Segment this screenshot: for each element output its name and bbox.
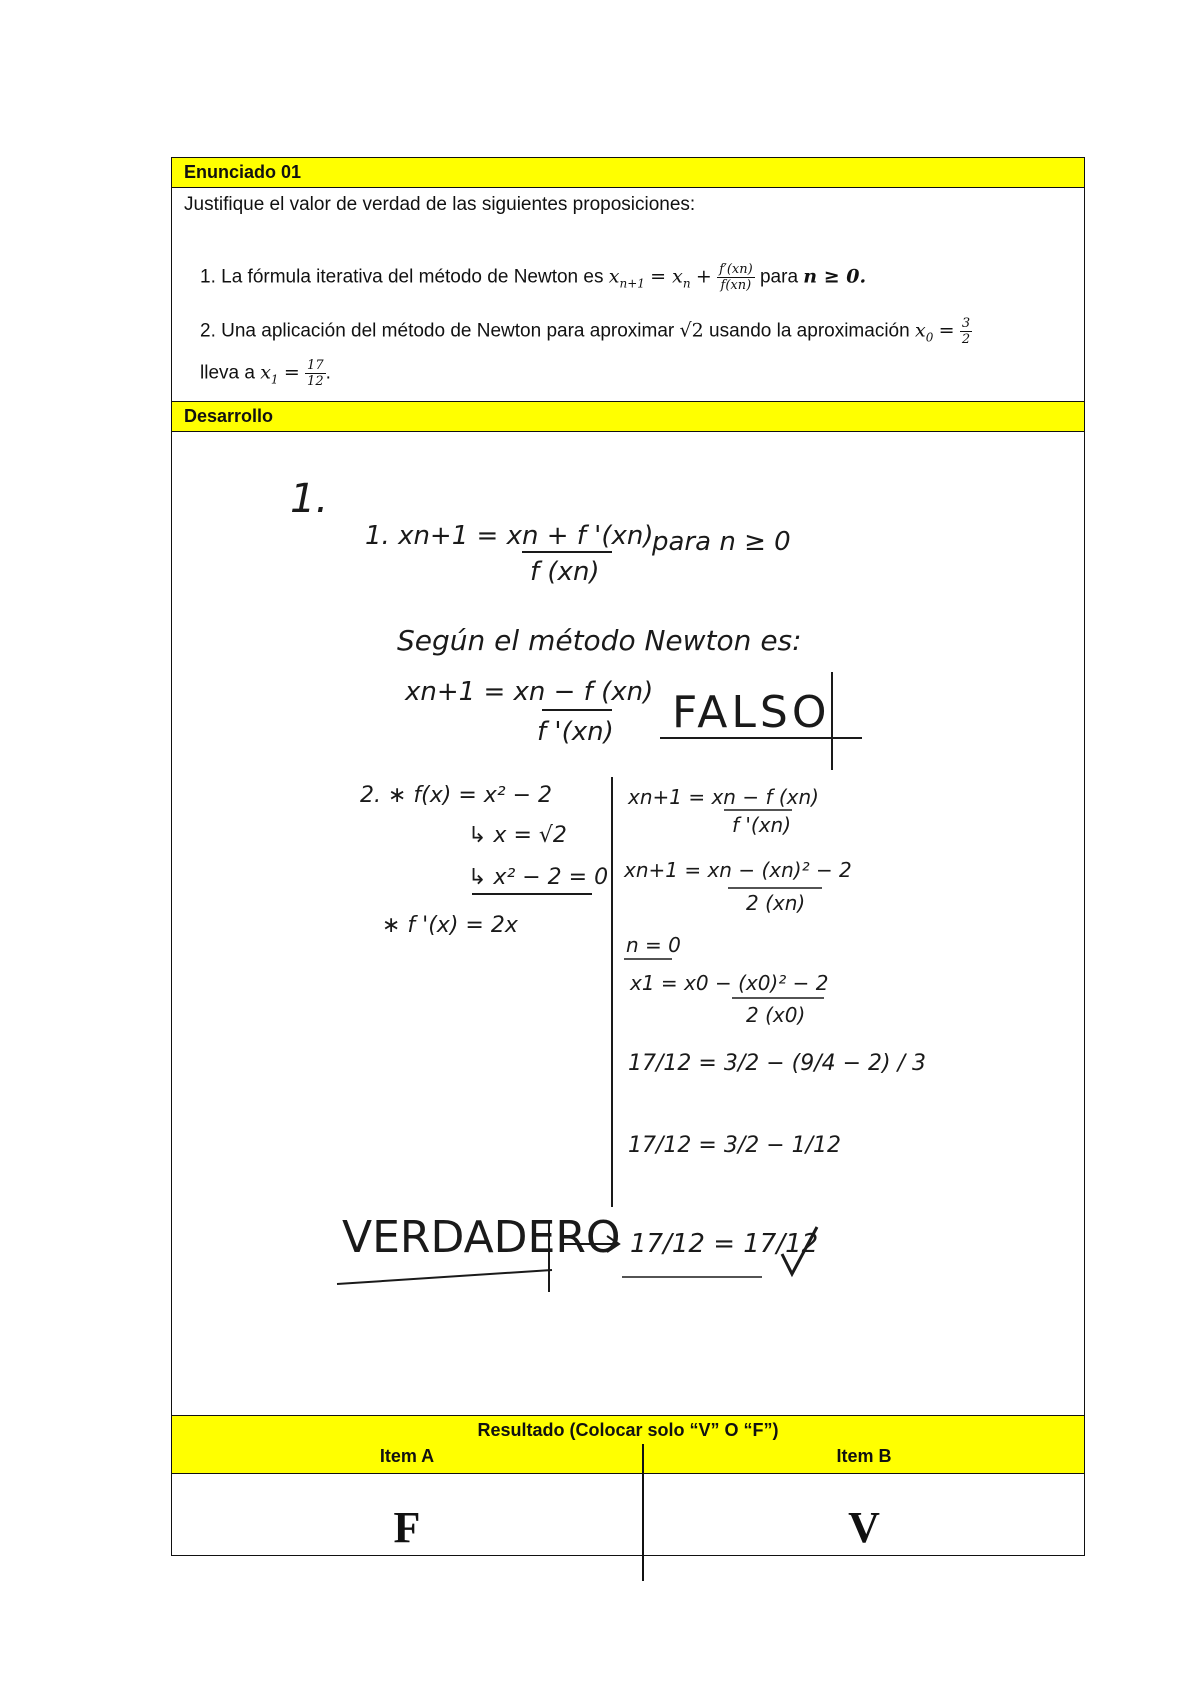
proposition-2-line2: [200, 358, 331, 389]
hw-line2: Según el método Newton es:: [397, 624, 802, 657]
p2-end: .: [325, 362, 331, 384]
enunciado-header: Enunciado 01: [172, 158, 1084, 188]
hw-b1: 2. ∗ f(x) = x² − 2: [360, 783, 553, 808]
p2-frac2-num: 17: [307, 358, 324, 373]
items-header-row: [172, 1444, 1084, 1474]
hw-b3: ↳ x² − 2 = 0: [468, 865, 609, 890]
hw-final: 17/12 = 17/12: [630, 1229, 819, 1259]
p2-x1-sub: 1: [270, 372, 279, 387]
statement-intro: Justifique el valor de verdad de las siguientes proposiciones:: [184, 194, 696, 215]
hw-line1-den: f (xn): [530, 557, 600, 587]
p2-x0: x: [914, 319, 926, 342]
hw-b4: ∗ f '(x) = 2x: [382, 913, 518, 938]
p2-eq: =: [938, 319, 955, 342]
p1-cond: n ≥ 0.: [803, 265, 867, 288]
hw-r4-den: 2 (x0): [746, 1003, 806, 1027]
hw-r2-den: 2 (xn): [746, 891, 806, 915]
hw-r3: n = 0: [626, 933, 681, 957]
p1-frac-den: f(xn): [720, 278, 752, 293]
item-b-answer: V: [848, 1503, 880, 1552]
item-b-label: Item B: [836, 1446, 892, 1466]
hw-r5: 17/12 = 3/2 − (9/4 − 2) / 3: [628, 1051, 927, 1076]
desarrollo-header: Desarrollo: [172, 402, 1084, 432]
item-a-label: Item A: [172, 1444, 644, 1473]
p1-lhs: x: [608, 265, 620, 288]
hw-r6: 17/12 = 3/2 − 1/12: [628, 1133, 842, 1158]
hw-line1: 1. xn+1 = xn + f '(xn): [365, 521, 654, 551]
hw-line1-cond: para n ≥ 0: [652, 527, 791, 557]
p2-frac-den: 2: [961, 332, 971, 347]
p2-frac2-den: 12: [307, 374, 324, 389]
hw-r4: x1 = x0 − (x0)² − 2: [630, 971, 829, 995]
proposition-2: [200, 316, 972, 347]
p1-plus: +: [695, 265, 712, 288]
hw-r1-den: f '(xn): [732, 813, 792, 837]
p2-x0-sub: 0: [925, 330, 934, 345]
p1-sub2: n: [682, 276, 691, 291]
p1-tail: para: [759, 266, 799, 288]
p2-text2: usando la aproximación: [709, 320, 910, 342]
p2-frac-num: 3: [961, 316, 971, 331]
hw-falso: FALSO: [672, 687, 831, 738]
hw-r1: xn+1 = xn − f (xn): [628, 785, 819, 809]
handwritten-work: [172, 432, 1084, 1416]
handwriting-canvas: [172, 432, 1083, 1416]
hw-verdadero-underline: [337, 1270, 552, 1284]
p1-eq: = x: [650, 265, 683, 288]
p1-number: 1.: [200, 266, 216, 288]
p2-text: Una aplicación del método de Newton para aproximar: [221, 320, 675, 342]
hw-line3: xn+1 = xn − f (xn): [405, 677, 654, 707]
p2-sqrt: √2: [679, 319, 704, 342]
hw-title: 1.: [290, 476, 329, 522]
hw-r2: xn+1 = xn − (xn)² − 2: [624, 858, 852, 882]
p2-x1: x: [260, 361, 271, 384]
p2-eq2: =: [283, 361, 300, 384]
p2-line2-text: lleva a: [200, 362, 255, 384]
hw-verdadero: VERDADERO: [342, 1212, 621, 1263]
answers-row: [172, 1474, 1084, 1581]
p2-fraction-2: [305, 358, 326, 389]
p2-fraction: [960, 316, 972, 347]
resultado-header: Resultado (Colocar solo “V” O “F”): [172, 1416, 1084, 1444]
p1-text: La fórmula iterativa del método de Newton es: [221, 266, 604, 288]
statement-section: [172, 188, 1084, 402]
hw-b2: ↳ x = √2: [468, 823, 567, 848]
exam-sheet: [171, 157, 1085, 1556]
p2-number: 2.: [200, 320, 216, 342]
proposition-1: [200, 262, 866, 293]
p1-fraction: [717, 262, 755, 293]
p1-frac-num: f′(xn): [719, 262, 753, 277]
p1-sub: n+1: [619, 276, 645, 291]
hw-line3-den: f '(xn): [537, 717, 614, 747]
item-a-answer: F: [172, 1474, 644, 1581]
